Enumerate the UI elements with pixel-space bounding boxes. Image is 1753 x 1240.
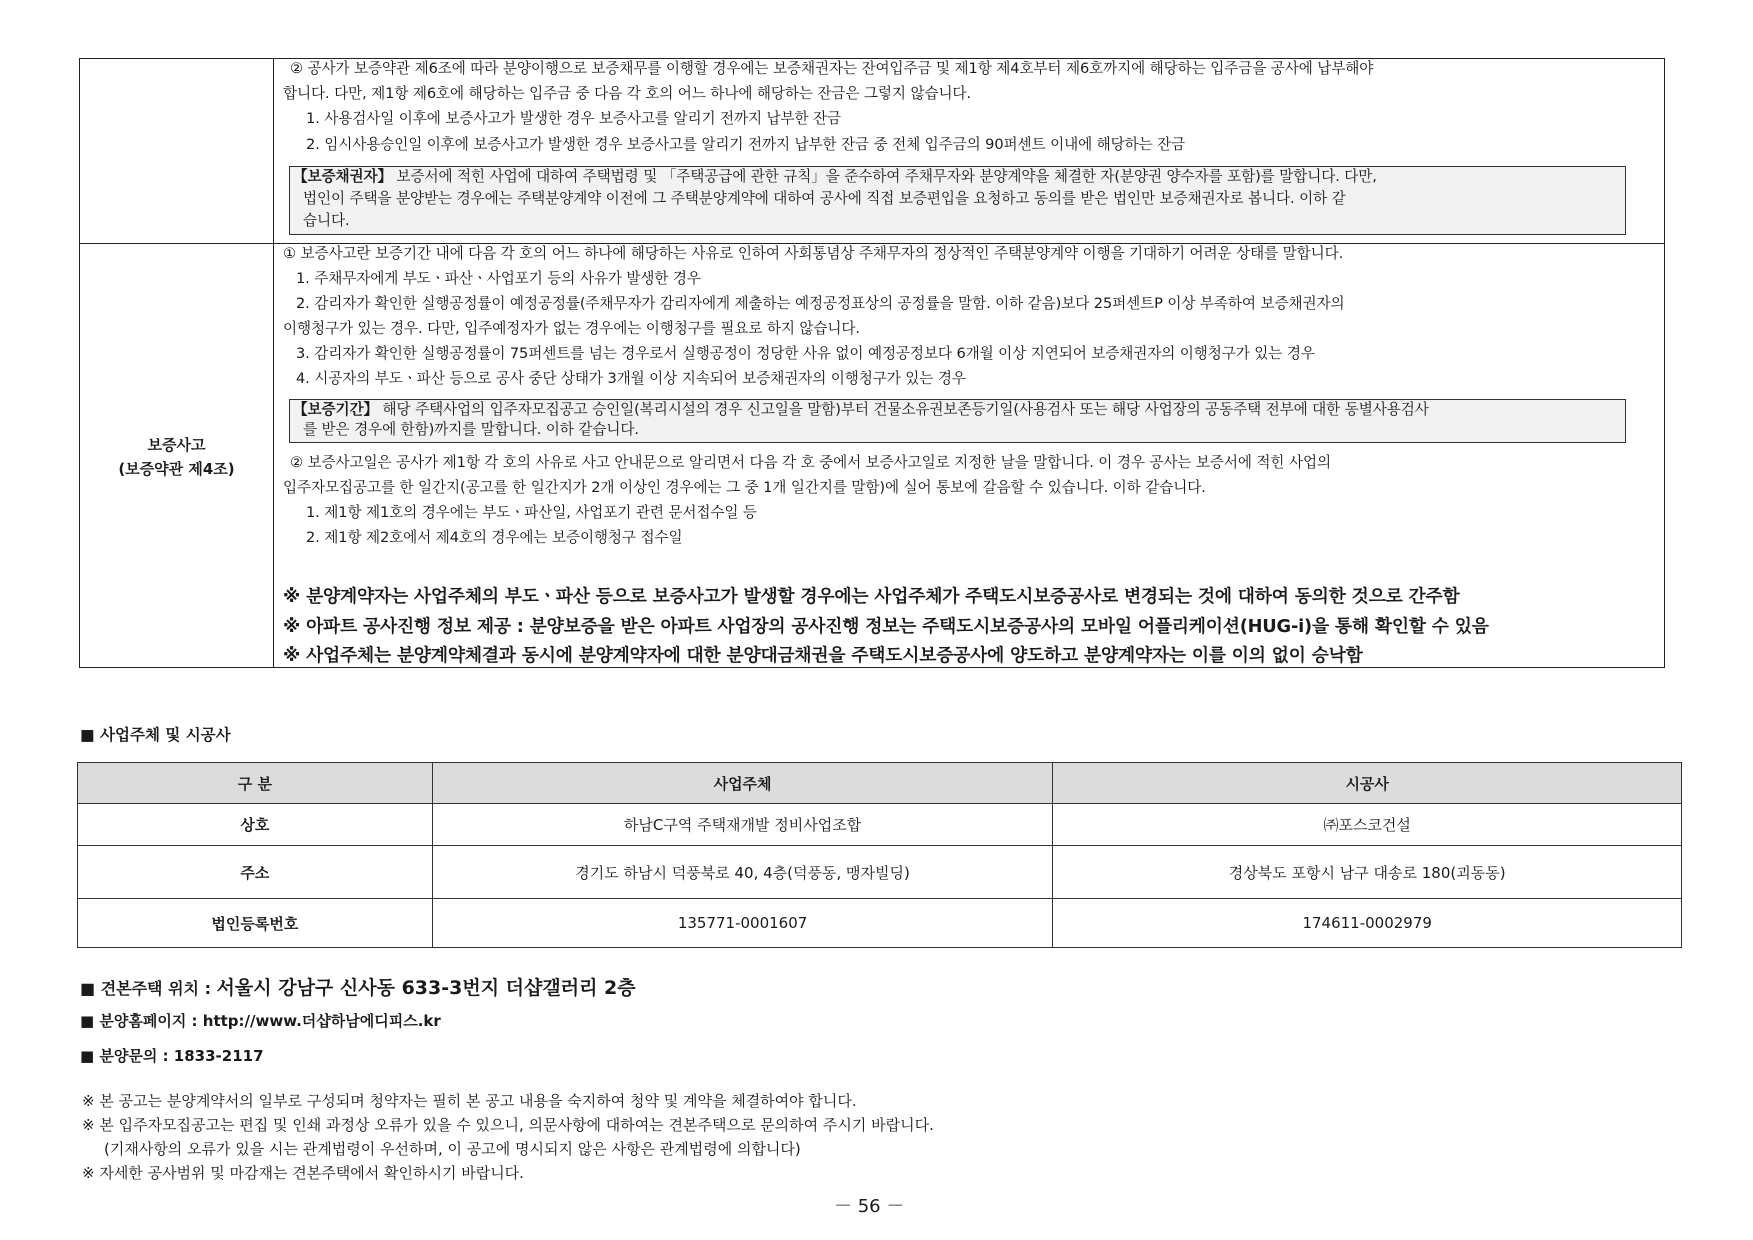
accident-item-3: 3. 감리자가 확인한 실행공정률이 75퍼센트를 넘는 경우로서 실행공정이 정당한 사유 없이 예정공정보다 6개월 이상 지연되어 보증채권자의 이행청구가 있는 경우 bbox=[296, 345, 1315, 362]
accident-item-2a: 2. 감리자가 확인한 실행공정률이 예정공정률(주채무자가 감리자에게 제출하는 예정공정표상의 공정률을 말함. 이하 같음)보다 25퍼센트P 이상 부족하여 보증채권자의 bbox=[296, 295, 1345, 312]
box-line2: 를 받은 경우에 한함)까지를 말합니다. 이하 같습니다. bbox=[303, 421, 639, 438]
box-line2: 법인이 주택을 분양받는 경우에는 주택분양계약 이전에 그 주택분양계약에 대하여 공사에 직접 보증편입을 요청하고 동의를 받은 법인만 보증채권자로 봅니다. 이하 같 bbox=[303, 190, 1346, 207]
claims-para2-line2: 합니다. 다만, 제1항 제6호에 해당하는 입주금 중 다음 각 호의 어느 하나에 해당하는 잔금은 그렇지 않습니다. bbox=[283, 85, 971, 102]
row-header: 주소 bbox=[78, 846, 433, 899]
guarantee-period-box bbox=[289, 399, 1626, 443]
homepage-link[interactable]: ■ 분양홈페이지 : http://www.더샵하남에디피스.kr bbox=[80, 1012, 441, 1030]
accident-para2b: 입주자모집공고를 한 일간지(공고를 한 일간지가 2개 이상인 경우에는 그 중 1개 일간지를 말함)에 실어 통보에 갈음할 수 있습니다. 이하 같습니다. bbox=[283, 479, 1206, 496]
row-header: 상호 bbox=[78, 804, 433, 846]
footer-note-4: ※ 자세한 공사범위 및 마감재는 견본주택에서 확인하시기 바랍니다. bbox=[82, 1164, 524, 1182]
inquiry-phone: ■ 분양문의 : 1833-2117 bbox=[80, 1047, 264, 1065]
note-1: ※ 분양계약자는 사업주체의 부도ㆍ파산 등으로 보증사고가 발생할 경우에는 사업주체가 주택도시보증공사로 변경되는 것에 대하여 동의한 것으로 간주함 bbox=[283, 586, 1460, 607]
accident-sub-1: 1. 제1항 제1호의 경우에는 부도ㆍ파산일, 사업포기 관련 문서접수일 등 bbox=[306, 504, 757, 521]
table-cell: 경기도 하남시 덕풍북로 40, 4층(덕풍동, 맹자빌딩) bbox=[432, 846, 1053, 899]
accident-item-4: 4. 시공자의 부도ㆍ파산 등으로 공사 중단 상태가 3개월 이상 지속되어 보증채권자의 이행청구가 있는 경우 bbox=[296, 370, 966, 387]
table-cell: ㈜포스코건설 bbox=[1053, 804, 1682, 846]
table-cell: 경상북도 포항시 남구 대송로 180(괴동동) bbox=[1053, 846, 1682, 899]
claims-item-2: 2. 임시사용승인일 이후에 보증사고가 발생한 경우 보증사고를 알리기 전까지 납부한 잔금 중 전체 입주금의 90퍼센트 이내에 해당하는 잔금 bbox=[306, 136, 1186, 153]
box-line3: 습니다. bbox=[303, 212, 350, 229]
accident-para1: ① 보증사고란 보증기간 내에 다음 각 호의 어느 하나에 해당하는 사유로 인하여 사회통념상 주채무자의 정상적인 주택분양계약 이행을 기대하기 어려운 상태를 말합니다. bbox=[283, 245, 1344, 262]
box-line1: 해당 주택사업의 입주자모집공고 승인일(복리시설의 경우 신고일을 말함)부터 건물소유권보존등기일(사용검사 또는 해당 사업장의 공동주택 전부에 대한 동별사용검사 bbox=[382, 401, 1429, 418]
table-row bbox=[78, 899, 1682, 948]
footer-note-3: (기재사항의 오류가 있을 시는 관계법령이 우선하며, 이 공고에 명시되지 않은 사항은 관계법령에 의합니다) bbox=[104, 1140, 801, 1158]
page-number: － 56 － bbox=[834, 1196, 905, 1217]
row-header: 법인등록번호 bbox=[78, 899, 433, 948]
column-header: 시공사 bbox=[1053, 763, 1682, 804]
accident-item-2b: 이행청구가 있는 경우. 다만, 입주예정자가 없는 경우에는 이행청구를 필요로 하지 않습니다. bbox=[283, 320, 860, 337]
footer-note-2: ※ 본 입주자모집공고는 편집 및 인쇄 과정상 오류가 있을 수 있으니, 의문사항에 대하여는 견본주택으로 문의하여 주시기 바랍니다. bbox=[82, 1116, 934, 1134]
accident-label: 보증사고 (보증약관 제4조) bbox=[118, 436, 235, 478]
table-row bbox=[78, 846, 1682, 899]
footer-note-1: ※ 본 공고는 분양계약서의 일부로 구성되며 청약자는 필히 본 공고 내용을 숙지하여 청약 및 계약을 체결하여야 합니다. bbox=[82, 1092, 857, 1110]
table-cell: 135771-0001607 bbox=[432, 899, 1053, 948]
table-cell: 하남C구역 주택재개발 정비사업조합 bbox=[432, 804, 1053, 846]
companies-table bbox=[77, 762, 1682, 948]
table-header-row bbox=[78, 763, 1682, 804]
row-divider bbox=[80, 243, 1664, 244]
guarantee-table bbox=[79, 58, 1665, 668]
column-header: 구 분 bbox=[78, 763, 433, 804]
box-title: 【보증채권자】 bbox=[293, 168, 392, 185]
table-row bbox=[78, 804, 1682, 846]
accident-item-1: 1. 주채무자에게 부도ㆍ파산ㆍ사업포기 등의 사유가 발생한 경우 bbox=[296, 270, 701, 287]
companies-heading: ■ 사업주체 및 시공사 bbox=[80, 726, 231, 744]
table-label-column bbox=[80, 59, 274, 667]
note-2: ※ 아파트 공사진행 정보 제공 : 분양보증을 받은 아파트 사업장의 공사진행 정보는 주택도시보증공사의 모바일 어플리케이션(HUG-i)을 통해 확인할 수 있음 bbox=[283, 616, 1489, 637]
box-line1: 보증서에 적힌 사업에 대하여 주택법령 및 「주택공급에 관한 규칙」을 준수하여 주채무자와 분양계약을 체결한 자(분양권 양수자를 포함)를 말합니다. 다만, bbox=[396, 168, 1377, 185]
box-title: 【보증기간】 bbox=[293, 401, 378, 418]
guarantee-creditor-box bbox=[289, 166, 1626, 235]
accident-para2a: ② 보증사고일은 공사가 제1항 각 호의 사유로 사고 안내문으로 알리면서 다음 각 호 중에서 보증사고일로 지정한 날을 말합니다. 이 경우 공사는 보증서에 적힌 사업의 bbox=[290, 454, 1331, 471]
model-house-location: ■ 견본주택 위치 : 서울시 강남구 신사동 633-3번지 더샵갤러리 2층 bbox=[80, 977, 636, 999]
accident-sub-2: 2. 제1항 제2호에서 제4호의 경우에는 보증이행청구 접수일 bbox=[306, 529, 683, 546]
note-3: ※ 사업주체는 분양계약체결과 동시에 분양계약자에 대한 분양대금채권을 주택도시보증공사에 양도하고 분양계약자는 이를 이의 없이 승낙함 bbox=[283, 645, 1363, 666]
claims-para2-line1: ② 공사가 보증약관 제6조에 따라 분양이행으로 보증채무를 이행할 경우에는 보증채권자는 잔여입주금 및 제1항 제4호부터 제6호까지에 해당하는 입주금을 공사에 납부해야 bbox=[290, 60, 1374, 77]
claims-item-1: 1. 사용검사일 이후에 보증사고가 발생한 경우 보증사고를 알리기 전까지 납부한 잔금 bbox=[306, 110, 842, 127]
column-header: 사업주체 bbox=[432, 763, 1053, 804]
table-cell: 174611-0002979 bbox=[1053, 899, 1682, 948]
